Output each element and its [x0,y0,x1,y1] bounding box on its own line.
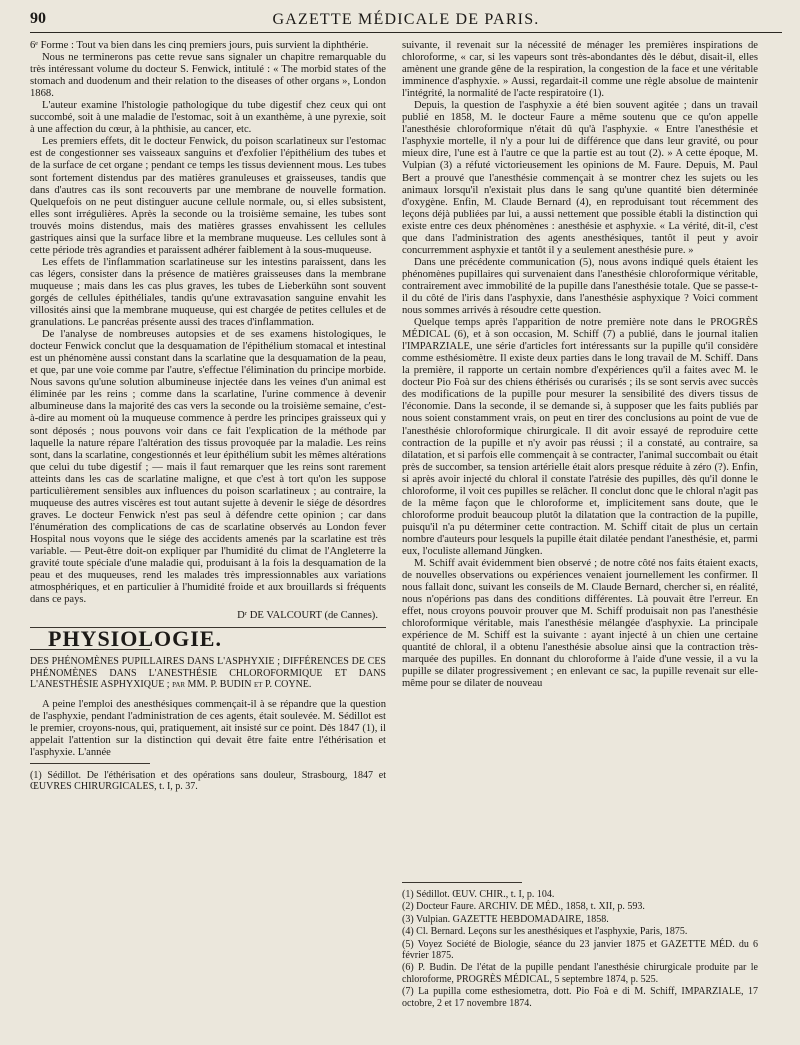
footnote-divider [30,763,150,764]
footnote: (2) Docteur Faure. ARCHIV. DE MÉD., 1858, t. XII, p. 593. [402,901,645,913]
article-heading: DES PHÉNOMÈNES PUPILLAIRES DANS L'ASPHYXIE ; DIFFÉRENCES DE CES PHÉNOMÈNES DANS L'ANESTHÉSIE CHLOROFORMIQUE ET DANS L'ANESTHÉSIE ASPHYXIQUE ; par MM. P. BUDIN et P. COYNE. [30,656,386,691]
paragraph: M. Schiff avait évidemment bien observé ; de notre côté nos faits étaient exacts, de nouvelles observations ou expériences venaient journellement les confirmer. Il nous fallait donc, suivant les conseils de M. Claude Bernard, chercher si, en réalité, nous n'opérions pas dans des conditions différentes. Là pouvait être l'erreur. En effet, nous croyons pouvoir prouver que M. Schiff produisait non pas l'anesthésie chloroformique véritable, mais l'anesthésie mélangée d'asphyxie. La principale expérience de M. Schiff est la suivante : ayant injecté à un chien une certaine quantité de chloral, il a obtenu l'anesthésie absolue ainsi que la contraction très-marquée des pupilles. En donnant du chloroforme à l'aide d'une vessie, il a vu la pupille se dilater progressivement ; en enlevant ce sac, la pupille revenait sur elle-même pour se dilater de nouveau [402,558,758,690]
footnote: (4) Cl. Bernard. Leçons sur les anesthésiques et l'asphyxie, Paris, 1875. [402,926,688,938]
author-signature: Dʳ DE VALCOURT (de Cannes). [237,610,378,622]
paragraph: De l'analyse de nombreuses autopsies et de ses examens histologiques, le docteur Fenwick conclut que la desquamation de l'épithélium stomacal et intestinal est un phénomène aussi constant dans la scarlatine que la desquamation de la peau, et que, par une voie comme par l'autre, s'effectue l'élimination du principe morbide. Nous savons qu'une solution albumineuse injectée dans les veines d'un animal est éliminée par les reins ; comme dans la scarlatine, l'urine commence à devenir albumineuse dans la majorité des cas vers la seconde ou la troisième semaine, c'est-à-dire au moment où la muqueuse commence à perdre les principes graisseux qui y sont déposés ; nous pouvons voir dans ce fait l'explication de la méthode par laquelle la nature répare l'altération des tissus provoquée par la maladie. Les reins sont, dans la scarlatine, congestionnés et leur épithélium subit les mêmes altérations que celui du tube digestif ; — mais il faut remarquer que les reins sont rarement atteints dans les cas de scarlatine maligne, et que c'est à tort qu'on les suppose particulièrement sensibles aux influences du poison scarlatineux ; au contraire, la muqueuse des autres viscères est tout autant sujette à devenir le siége de désordres graves. Le docteur Fenwick n'est pas seul à défendre cette opinion ; car dans l'énumération des complications de cas de scarlatine observés au London fever Hospital nous voyons que le siége des accidents amenés par la scarlatine est très variable. — Peut-être doit-on expliquer par l'humidité du climat de l'Angleterre la gravité toute spéciale d'une maladie qui, produisant à la fois la desquamation de la peau et des muqueuses, rend les malades très impressionnables aux variations atmosphériques, et en particulier à l'humidité froide et aux brouillards si fréquents dans ce pays. [30,329,386,606]
footnotes-left [30,770,386,793]
footnote: (1) Sédillot. De l'éthérisation et des opérations sans douleur, Strasbourg, 1847 et ŒUVRES CHIRURGICALES, t. I, p. 37. [30,770,386,793]
paragraph: Nous ne terminerons pas cette revue sans signaler un chapitre remarquable du très intéressant volume du docteur S. Fenwick, intitulé : « The morbid states of the stomach and duodenum and their relation to the diseases of other organs », London 1868. [30,52,386,100]
paragraph: L'auteur examine l'histologie pathologique du tube digestif chez ceux qui ont succombé, soit à une maladie de l'estomac, soit à un exanthème, à une pyrexie, soit à une affection du cœur, à la phthisie, au cancer, etc. [30,100,386,136]
footnotes-right [402,878,758,1010]
section-title: PHYSIOLOGIE. [48,626,222,652]
page-header [30,8,782,33]
paragraph: Les effets de l'inflammation scarlatineuse sur les intestins paraissent, dans les cas légers, consister dans la présence de matières graisseuses dans la membrane muqueuse ; mais dans les cas plus graves, les tubes de Lieberkühn sont souvent gorgés de cellules épithéliales, tandis qu'une extravasation sanguine envahit les villosités ainsi que la membrane muqueuse, qui est chargée de petites cellules et de granulations. Le pancréas présente aussi des traces d'inflammation. [30,256,386,329]
footnote: (7) La pupilla come esthesiometra, dott. Pio Foà e di M. Schiff, IMPARZIALE, 17 octobre, 2 et 17 novembre 1874. [402,986,758,1009]
paragraph: Les premiers effets, dit le docteur Fenwick, du poison scarlatineux sur l'estomac est de congestionner ses vaisseaux sanguins et d'exfolier l'épithélium des tubes et de la surface de cet organe ; pendant ce temps les tissus deviennent mous. Les tubes sont fortement distendus par des matières granuleuses et graisseuses, tandis que dans d'autres cas ils sont recouverts par une membrane de nouvelle formation. Quelquefois on ne peut distinguer aucune cellule normale, ou, si elles subsistent, elles sont irrégulières. Après la seconde ou la troisième semaine, les tubes sont trouvés moins distendus, mais des matières grasses envahissent les cellules gastriques ainsi que la surface libre et la membrane muqueuse. Les cellules sont à cette période très agrandies et paraissent adhérer faiblement à la sous-muqueuse. [30,136,386,256]
footnote: (3) Vulpian. GAZETTE HEBDOMADAIRE, 1858. [402,913,609,925]
paragraph: A peine l'emploi des anesthésiques commençait-il à se répandre que la question de l'asphyxie, pendant l'administration de ces agents, était soulevée. M. Sédillot est le premier, croyons-nous, qui, pratiquement, ait insisté sur ce point. Dès 1847 (1), il appelait l'attention sur la distinction qui devait être faite entre l'éthérisation et l'asphyxie. L'année [30,698,386,758]
paragraph: Quelque temps après l'apparition de notre première note dans le PROGRÈS MÉDICAL (6), et à son occasion, M. Schiff (7) a publié, dans le journal italien l'IMPARZIALE, une série d'articles fort intéressants sur la pupille qu'il considère comme esthésiomètre. Il existe deux parties dans le long travail de M. Schiff. Dans la première, il rapporte un certain nombre d'expériences qu'il a faites avec M. le docteur Pio Foà sur des chiens éthérisés ou curarisés ; ils se sont servis avec succès des modifications de la pupille pour mesurer la sensibilité des divers tissus de l'économie. Dans la seconde, il se demande si, à supposer que les faits publiés par nous soient constamment vrais, on peut en tirer des conclusions au point de vue de l'anesthésie chloroformique chirurgicale. Il dit avoir essayé de reproduire cette contraction de la pupille et n'y avoir pas réussi ; il a constaté, au contraire, sa dilatation, et si parfois elle commençait à se contracter, l'animal succombait ou était près de succomber, sa tension artérielle était alors presque réduite à zéro (?). Enfin, si après avoir injecté du chloral il constate l'atrésie des pupilles, dès qu'il donne le chloroforme, il voit ces pupilles se relâcher. Il conclut donc que le chloral n'agit pas de la même façon que le chloroforme et, implicitement sans doute, que le chloroforme produit beaucoup plutôt la dilatation que la contraction de la pupille, puisqu'il n'a pu déterminer cette contraction. M. Schiff citait de plus un certain nombre d'auteurs pour lesquels la pupille était dilatée pendant l'anesthésie, et, parmi eux, l'oculiste allemand Jüngken. [402,317,758,557]
footnote-divider [402,882,522,883]
journal-title: GAZETTE MÉDICALE DE PARIS. [272,11,540,28]
paragraph: Dans une précédente communication (5), nous avons indiqué quels étaient les phénomènes pupillaires qui survenaient dans l'anesthésie chloroformique véritable, contrairement avec immobilité de la pupille dans l'anesthésie totale. Que se passe-t-il du côté de l'iris dans l'asphyxie, dans l'anesthésie asphyxique ? Voici comment nous sommes arrivés à résoudre cette question. [402,256,758,317]
paragraph: suivante, il revenait sur la nécessité de ménager les premières inspirations de chloroforme, « car, si les vapeurs sont très-abondantes dès le début, disait-il, elles amènent une grande gêne de la respiration, la congestion de la face et une véritable imminence d'asphyxie. » Aussi, regardait-il comme une règle absolue de maintenir l'intégrité, la normalité de l'acte respiratoire (1). [402,40,758,100]
paragraph: 6ᵉ Forme : Tout va bien dans les cinq premiers jours, puis survient la diphthérie. [30,40,369,51]
paragraph: Depuis, la question de l'asphyxie a été bien souvent agitée ; dans un travail publié en 1858, M. le docteur Faure a même soutenu que ce qu'on appelle l'anesthésie chloroformique n'était dû qu'à l'asphyxie. « Entre l'anesthésie et l'asphyxie mortelle, il n'y a pour lui de différence que dans leur gravité, ou pour mieux dire, l'une est à l'autre ce que la partie est au tout (2). » A cette époque, M. Vulpian (3) a réfuté victorieusement les opinions de M. Faure. Depuis, M. Paul Bert a prouvé que l'anesthésie commençait à se montrer chez les sujets ou les animaux lorsqu'il n'existait plus dans le sang qu'une quantité bien déterminée d'oxygène. Enfin, M. Claude Bernard (4), en reproduisant tout récemment des leçons déjà publiées par lui, a aussi nettement que possible établi la distinction qui existe entre ces deux phénomènes : anesthésie et asphyxie. « La vérité, dit-il, c'est que dans l'administration des agents anesthésiques, tantôt il peut y avoir concurremment asphyxie et tantôt il y a seulement anesthésie pure. » [402,100,758,256]
left-column [30,40,386,794]
footnote: (6) P. Budin. De l'état de la pupille pendant l'anesthésie chirurgicale produite par le chloroforme, PROGRÈS MÉDICAL, 5 septembre 1874, p. 525. [402,962,758,985]
footnote: (1) Sédillot. ŒUV. CHIR., t. I, p. 104. [402,889,555,900]
footnote: (5) Voyez Société de Biologie, séance du 23 janvier 1875 et GAZETTE MÉD. du 6 février 1875. [402,938,758,962]
page-number: 90 [30,10,46,27]
right-column [402,40,758,691]
